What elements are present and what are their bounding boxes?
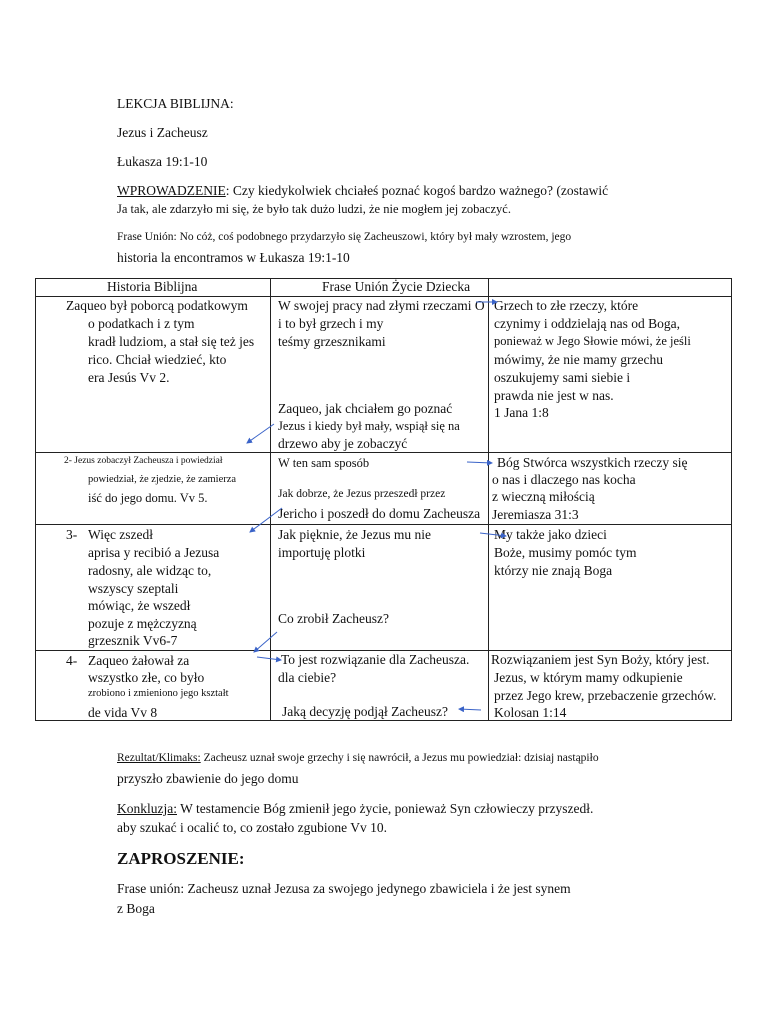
cell-text: oszukujemy sami siebie i (494, 370, 631, 385)
arrow-line (467, 462, 492, 463)
cell-text: Jak dobrze, że Jezus przeszedł przez (278, 488, 446, 500)
intro-line-2: Ja tak, ale zdarzyło mi się, że było tak dużo ludzi, że nie mogłem jej zobaczyć. (117, 202, 511, 216)
cell-text: mówimy, że nie mamy grzechu (494, 352, 663, 367)
lesson-title: Jezus i Zacheusz (117, 125, 208, 140)
table-header-frase: Frase Unión Życie Dziecka (322, 279, 471, 294)
cell-text: aprisa y recibió a Jezusa (88, 545, 220, 560)
cell-text: kradł ludziom, a stał się też jes (88, 334, 255, 349)
konkluzja-label: Konkluzja: (117, 801, 177, 816)
cell-text: pozuje z mężczyzną (88, 616, 197, 631)
cell-text: o nas i dlaczego nas kocha (492, 472, 636, 487)
arrow-line (257, 657, 281, 660)
konkluzja-line-1 (117, 801, 593, 817)
zaproszenie-line-2: z Boga (117, 901, 155, 916)
rezultat-label: Rezultat/Klimaks: (117, 752, 201, 764)
cell-text: dla ciebie? (278, 670, 337, 685)
table-header-historia: Historia Biblijna (107, 279, 198, 294)
zaproszenie-line-1: Frase unión: Zacheusz uznał Jezusa za swojego jedynego zbawiciela i że jest synem (117, 881, 571, 896)
cell-text: o podatkach i z tym (88, 316, 195, 331)
cell-text: czynimy i oddzielają nas od Boga, (494, 316, 680, 331)
cell-text: Jaką decyzję podjął Zacheusz? (282, 704, 449, 719)
cell-text: Jezus i kiedy był mały, wspiął się na (278, 419, 460, 433)
cell-text: z wieczną miłością (492, 489, 595, 504)
konkluzja-text: W testamencie Bóg zmienił jego życie, ponieważ Syn człowieczy przyszedł. (177, 801, 594, 816)
cell-text: Więc zszedł (88, 527, 154, 542)
cell-text: rico. Chciał wiedzieć, kto (88, 352, 227, 367)
konkluzja-line-2: aby szukać i ocalić to, co zostało zgubione Vv 10. (117, 820, 388, 835)
lesson-label: LEKCJA BIBLIJNA: (117, 96, 234, 111)
lesson-reference: Łukasza 19:1-10 (117, 154, 208, 169)
cell-text: era Jesús Vv 2. (88, 370, 170, 385)
cell-text: W ten sam sposób (278, 456, 370, 470)
cell-text: teśmy grzesznikami (278, 334, 386, 349)
rezultat-text: Zacheusz uznał swoje grzechy i się nawrócił, a Jezus mu powiedział: dzisiaj nastąpiło (200, 752, 599, 764)
intro-label: WPROWADZENIE (117, 183, 226, 198)
cell-text: 3- (66, 527, 78, 542)
cell-text: Rozwiązaniem jest Syn Boży, który jest. (491, 652, 710, 667)
cell-text: 2- Jezus zobaczył Zacheusza i powiedział (64, 456, 223, 466)
rezultat-line-1 (117, 752, 599, 764)
cell-text: 4- (66, 653, 78, 668)
arrow-line (250, 508, 282, 532)
cell-text: którzy nie znają Boga (494, 563, 613, 578)
cell-text: prawda nie jest w nas. (494, 388, 614, 403)
cell-text: drzewo aby je zobaczyć (278, 436, 408, 451)
cell-text: To jest rozwiązanie dla Zacheusza. (281, 652, 470, 667)
cell-text: de vida Vv 8 (88, 705, 158, 720)
cell-text: wszystko złe, co było (88, 670, 205, 685)
cell-text: W swojej pracy nad złymi rzeczami O (278, 298, 485, 313)
cell-text: wszyscy szeptali (88, 581, 179, 596)
cell-text: My także jako dzieci (494, 527, 607, 542)
cell-text: Jak pięknie, że Jezus mu nie (278, 527, 431, 542)
rezultat-line-2: przyszło zbawienie do jego domu (117, 771, 299, 786)
cell-text: 1 Jana 1:8 (494, 405, 549, 420)
arrow-line (254, 632, 277, 652)
cell-text: Zaqueo żałował za (88, 653, 190, 668)
frase-union-line-2: historia la encontramos w Łukasza 19:1-10 (117, 250, 350, 265)
cell-text: i to był grzech i my (278, 316, 384, 331)
cell-text: powiedział, że zjedzie, że zamierza (88, 474, 237, 485)
cell-text: ponieważ w Jego Słowie mówi, że jeśli (494, 334, 691, 348)
arrow-line (247, 424, 274, 443)
cell-text: Zaqueo, jak chciałem go poznać (278, 401, 453, 416)
cell-text: Kolosan 1:14 (494, 705, 567, 720)
cell-text: radosny, ale widząc to, (88, 563, 212, 578)
cell-text: importuję plotki (278, 545, 366, 560)
cell-text: przez Jego krew, przebaczenie grzechów. (494, 688, 717, 703)
arrow-line (480, 533, 506, 536)
cell-text: grzesznik Vv6-7 (88, 633, 178, 648)
zaproszenie-heading: ZAPROSZENIE: (117, 849, 245, 868)
cell-text: iść do jego domu. Vv 5. (88, 491, 208, 505)
cell-text: Jezus, w którym mamy odkupienie (494, 670, 683, 685)
cell-text: Co zrobił Zacheusz? (278, 611, 389, 626)
cell-text: Grzech to złe rzeczy, które (494, 298, 639, 313)
intro-text: : Czy kiedykolwiek chciałeś poznać kogoś bardzo ważnego? (zostawić (225, 183, 609, 198)
frase-union-line-1: Frase Unión: No cóż, coś podobnego przydarzyło się Zacheuszowi, który był mały wzrostem, jego (117, 231, 572, 243)
cell-text: zrobiono i zmieniono jego kształt (88, 688, 229, 699)
cell-text: mówiąc, że wszedł (88, 598, 191, 613)
cell-text: Zaqueo był poborcą podatkowym (66, 298, 248, 313)
cell-text: Boże, musimy pomóc tym (494, 545, 637, 560)
cell-text: Jericho i poszedł do domu Zacheusza (278, 506, 481, 521)
cell-text: Jeremiasza 31:3 (492, 507, 579, 522)
cell-text: Bóg Stwórca wszystkich rzeczy się (497, 455, 688, 470)
arrow-line (459, 709, 481, 710)
